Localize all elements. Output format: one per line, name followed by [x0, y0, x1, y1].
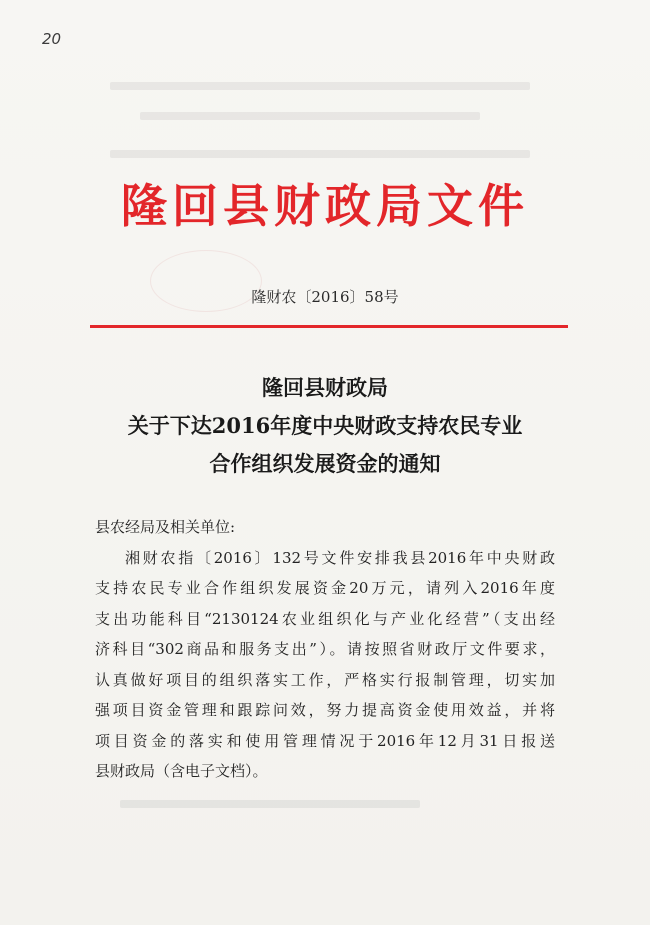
body-line: 项目资金的落实和使用管理情况于2016年12月31日报送: [95, 731, 555, 750]
document-number: 隆财农〔2016〕58号: [251, 288, 399, 306]
handwritten-page-number: 20: [42, 30, 62, 48]
notice-title-line-2: 关于下达2016年度中央财政支持农民专业: [127, 413, 523, 438]
notice-body: [95, 512, 555, 787]
body-line: 县财政局（含电子文档）。: [95, 762, 268, 780]
document-header-title: 隆回县财政局文件: [121, 179, 529, 233]
bleed-through-line: [110, 82, 530, 90]
salutation: 县农经局及相关单位:: [95, 518, 236, 536]
bleed-through-line: [120, 800, 420, 808]
notice-title-line-1: 隆回县财政局: [262, 375, 388, 400]
body-line: 强项目资金管理和跟踪问效，努力提高资金使用效益，并将: [95, 701, 555, 719]
body-line: 支出功能科目“2130124农业组织化与产业化经营”（支出经: [95, 609, 555, 628]
body-line: 湘财农指〔2016〕132号文件安排我县2016年中央财政: [125, 548, 555, 567]
body-line: 支持农民专业合作组织发展资金20万元，请列入2016年度: [95, 579, 555, 597]
body-line: 济科目“302商品和服务支出”）。请按照省财政厅文件要求，: [95, 640, 555, 658]
bleed-through-line: [110, 150, 530, 158]
bleed-through-line: [140, 112, 480, 120]
notice-title-line-3: 合作组织发展资金的通知: [209, 451, 441, 476]
header-divider-line: [90, 325, 568, 328]
body-line: 认真做好项目的组织落实工作，严格实行报制管理，切实加: [95, 670, 555, 689]
